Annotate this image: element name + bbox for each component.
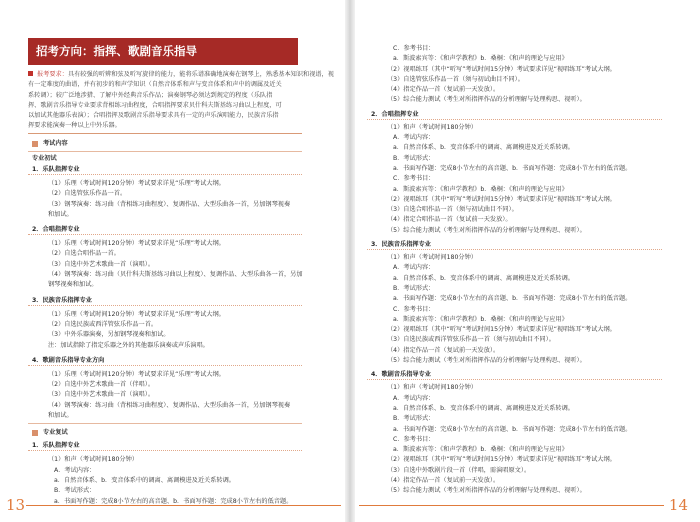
exam-subitem: A．考试内容： bbox=[393, 264, 435, 272]
section-heading-label: 考试内容 bbox=[43, 140, 68, 147]
exam-item: （5）综合能力测试（考生对所指挥作品的分析理解与处理构思、视听）。 bbox=[387, 96, 586, 104]
exam-item: 和加试。 bbox=[48, 412, 73, 420]
exam-subitem: B．考试形式： bbox=[393, 415, 435, 423]
exam-item: （1）和声（考试时间180分钟） bbox=[387, 384, 477, 392]
exam-item: （1）乐理（考试时间120分钟）考试要求详见“乐理”考试大纲。 bbox=[48, 370, 225, 378]
exam-item: （2）视唱练耳（其中“听写”考试时间15分钟）考试要求详见“视唱练耳”考试大纲。 bbox=[387, 195, 616, 203]
right-page-content bbox=[367, 44, 662, 497]
exam-item: （3）自选合唱作品一首（须与初试曲目不同）。 bbox=[387, 206, 518, 214]
exam-item: 和加试。 bbox=[48, 210, 73, 218]
exam-subitem: A．考试内容： bbox=[393, 394, 435, 402]
square-bullet-icon bbox=[28, 71, 33, 76]
intro-line: 挥、歌剧音乐指导专业要求背相练习曲程度，合唱指挥要求贝什科夫斯基练习曲以上程度，可 bbox=[28, 101, 282, 109]
exam-item: （2）视唱练耳（其中“听写”考试时间15分钟）考试要求详见“视唱练耳”考试大纲。 bbox=[387, 65, 616, 73]
major-heading: 4．歌剧音乐指导专业方向 bbox=[28, 355, 302, 366]
subsection-heading: 专业初试 bbox=[28, 151, 302, 164]
exam-item: （2）自选中外艺术歌曲一首（伴唱）。 bbox=[48, 381, 155, 389]
intro-line: 具有较强的听辨和弦及听写旋律的能力，能将乐谱准确地演奏在钢琴上，熟悉基本知识和视谱，视 bbox=[67, 71, 334, 78]
exam-subitem: B．考试形式： bbox=[393, 154, 435, 162]
exam-subitem: A．考试内容： bbox=[393, 134, 435, 142]
requirements-intro bbox=[28, 70, 334, 132]
exam-subitem: a．斯波索宾等：《和声学教程》b．桑桐：《和声的理论与应用》 bbox=[393, 446, 568, 454]
exam-subitem: C．参考书目： bbox=[393, 175, 435, 183]
exam-item: （4）指定作品一首（复试前一天发放）。 bbox=[387, 476, 500, 484]
exam-item: 注：加试指除了指定乐器之外的其他器乐演奏或声乐演唱。 bbox=[48, 341, 209, 349]
exam-item: （3）自选中外艺术歌曲一首（演唱）。 bbox=[48, 391, 155, 399]
major-heading: 1．乐队指挥专业 bbox=[28, 164, 302, 175]
exam-subitem: a．书面写作题：完成8小节左右的高音题、b．书面写作题：完成8小节左右的低音题。 bbox=[393, 295, 632, 303]
left-page bbox=[0, 0, 345, 522]
exam-subitem: a．斯波索宾等：《和声学教程》b．桑桐：《和声的理论与应用》 bbox=[393, 315, 568, 323]
intro-line: 系转调）；较广泛地涉猎、了解中外经典音乐作品；演奏钢琴必须达到规定的程度（乐队指 bbox=[28, 91, 273, 99]
exam-subitem: a．书面写作题：完成8小节左右的高音题、b．书面写作题：完成8小节左右的低音题。 bbox=[54, 497, 293, 505]
footer-rule bbox=[26, 505, 341, 506]
exam-subitem: a．书面写作题：完成8小节左右的高音题、b．书面写作题：完成8小节左右的低音题。 bbox=[393, 164, 632, 172]
exam-item: （2）自选管弦乐作品一首。 bbox=[48, 190, 127, 198]
exam-subitem: A．考试内容： bbox=[54, 466, 96, 474]
page-number: 14 bbox=[668, 496, 688, 514]
exam-item: （5）综合能力测试（考生对所指挥作品的分析理解与处理构思、视听）。 bbox=[387, 357, 586, 365]
section-heading bbox=[28, 426, 302, 440]
exam-item: （4）指定作品一首（复试前一天发放）。 bbox=[387, 346, 500, 354]
major-heading: 2．合唱指挥专业 bbox=[28, 224, 302, 235]
exam-subitem: a．自然音体系、b．变音体系中的调离、离调模进及近关系转调。 bbox=[54, 476, 235, 484]
exam-item: （3）自选中外艺术歌曲一首（演唱）。 bbox=[48, 260, 155, 268]
exam-item: （4）钢琴演奏：练习曲（背相练习曲程度）、复调作品、大型乐曲各一首，另加钢琴视奏 bbox=[48, 401, 291, 409]
book-spine bbox=[345, 0, 355, 522]
exam-subitem: C．参考书目： bbox=[393, 45, 435, 52]
exam-item: （1）和声（考试时间180分钟） bbox=[48, 456, 138, 464]
exam-subitem: a．自然音体系、b．变音体系中的调离、离调模进及近关系转调。 bbox=[393, 144, 574, 152]
left-page-content bbox=[28, 137, 302, 507]
exam-item: （3）自选管弦乐作品一首（须与初试曲目不同）。 bbox=[387, 75, 524, 83]
exam-subitem: a．书面写作题：完成8小节左右的高音题、b．书面写作题：完成8小节左右的低音题。 bbox=[393, 425, 632, 433]
exam-item: 钢琴视奏和加试。 bbox=[48, 281, 98, 289]
exam-subitem: a．斯波索宾等：《和声学教程》b．桑桐：《和声的理论与应用》 bbox=[393, 55, 568, 63]
section-divider bbox=[28, 423, 302, 424]
square-bullet-icon bbox=[32, 430, 38, 436]
page-banner-title: 招考方向：指挥、歌剧音乐指导 bbox=[28, 38, 298, 65]
major-heading: 3．民族音乐指挥专业 bbox=[28, 295, 302, 306]
right-page bbox=[355, 0, 700, 522]
exam-subitem: a．自然音体系、b．变音体系中的调离、离调模进及近关系转调。 bbox=[393, 274, 574, 282]
exam-item: （2）自选民族或西洋管弦乐作品一首。 bbox=[48, 320, 158, 328]
major-heading: 3．民族音乐指挥专业 bbox=[367, 239, 662, 250]
requirements-label: 报考要求： bbox=[37, 71, 68, 78]
intro-line: 以加试其他器乐表演）；合唱指挥及歌剧音乐指导要求具有一定的声乐演唱能力，民族音乐指 bbox=[28, 112, 279, 120]
exam-item: （2）自选合唱作品一首。 bbox=[48, 250, 120, 258]
exam-subitem: a．斯波索宾等：《和声学教程》b．桑桐：《和声的理论与应用》 bbox=[393, 185, 568, 193]
section-heading-label: 专业复试 bbox=[43, 429, 68, 437]
exam-item: （4）指定作品一首（复试前一天发放）。 bbox=[387, 86, 500, 94]
exam-item: （2）视唱练耳（其中“听写”考试时间15分钟）考试要求详见“视唱练耳”考试大纲。 bbox=[387, 326, 616, 334]
exam-subitem: B．考试形式： bbox=[54, 487, 96, 495]
major-heading: 4．歌剧音乐指导专业 bbox=[367, 369, 662, 380]
intro-line: 有一定难度的曲谱，并有初步的和声学知识（自然音体系和声与变音体系和声中的调属及近关 bbox=[28, 81, 282, 89]
page-number: 13 bbox=[6, 496, 26, 514]
exam-item: （4）钢琴演奏：练习曲（贝什科夫斯基练习曲以上程度）、复调作品、大型乐曲各一首，另加 bbox=[48, 271, 303, 279]
exam-item: （1）乐理（考试时间120分钟）考试要求详见“乐理”考试大纲。 bbox=[48, 240, 225, 248]
exam-item: （2）视唱练耳（其中“听写”考试时间15分钟）考试要求详见“视唱练耳”考试大纲。 bbox=[387, 456, 616, 464]
exam-item: （5）综合能力测试（考生对所指挥作品的分析理解与处理构思、视听）。 bbox=[387, 226, 586, 234]
exam-subitem: a．自然音体系、b．变音体系中的调离、离调模进及近关系转调。 bbox=[393, 404, 574, 412]
exam-item: （3）自选中外歌剧片段一首（伴唱，需演唱原文）。 bbox=[387, 466, 531, 474]
exam-subitem: C．参考书目： bbox=[393, 305, 435, 313]
major-heading: 2．合唱指挥专业 bbox=[367, 109, 662, 120]
exam-item: （1）和声（考试时间180分钟） bbox=[387, 123, 477, 131]
exam-subitem: B．考试形式： bbox=[393, 284, 435, 292]
exam-item: （5）综合能力测试（考生对所指挥作品的分析理解与处理构思、视听）。 bbox=[387, 487, 586, 495]
intro-line: 挥要求能演奏一种以上中外乐器。 bbox=[28, 122, 121, 130]
exam-item: （3）中外乐器演奏，另加钢琴视奏和加试。 bbox=[48, 331, 170, 339]
exam-item: （3）自选民族或西洋管弦乐作品一首（须与初试曲目不同）。 bbox=[387, 336, 555, 344]
square-bullet-icon bbox=[32, 141, 38, 147]
exam-item: （3）钢琴演奏：练习曲（背相练习曲程度）、复调作品、大型乐曲各一首，另加钢琴视奏 bbox=[48, 200, 291, 208]
major-heading: 1．乐队指挥专业 bbox=[28, 440, 302, 451]
exam-subitem: C．参考书目： bbox=[393, 435, 435, 443]
exam-item: （4）指定合唱作品一首（复试前一天发放）。 bbox=[387, 216, 512, 224]
exam-item: （1）和声（考试时间180分钟） bbox=[387, 254, 477, 262]
section-divider bbox=[28, 133, 302, 134]
exam-item: （1）乐理（考试时间120分钟）考试要求详见“乐理”考试大纲。 bbox=[48, 180, 225, 187]
section-heading bbox=[28, 137, 302, 151]
footer-rule bbox=[359, 505, 664, 506]
exam-item: （1）乐理（考试时间120分钟）考试要求详见“乐理”考试大纲。 bbox=[48, 310, 225, 318]
